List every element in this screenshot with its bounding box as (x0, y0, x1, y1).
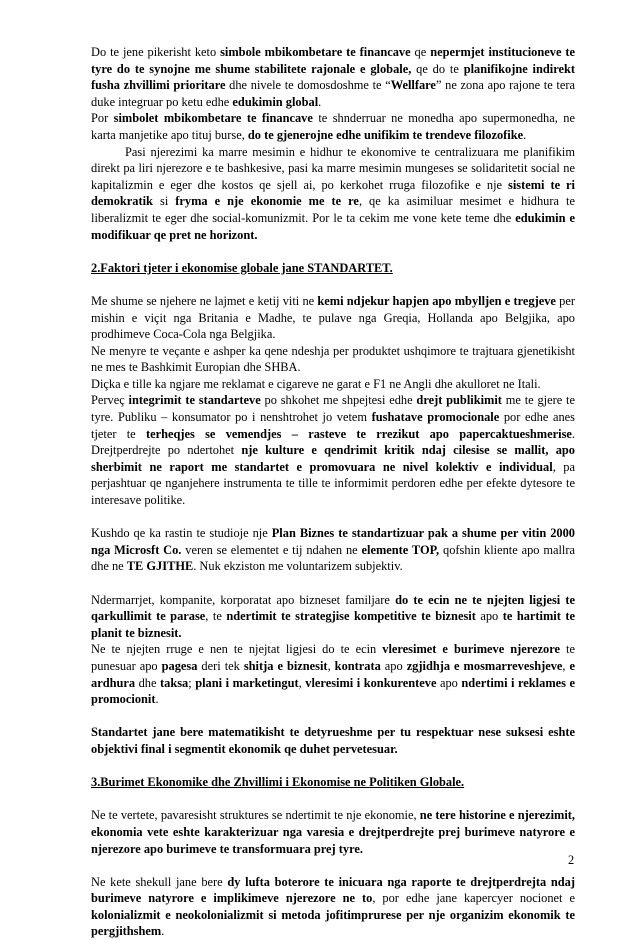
paragraph (91, 392, 575, 508)
text-run: , qe ka asimiluar mesimet e hidhura te liberalizmit te eger dhe social-komunizmit. Por le ta cekim me vone kete teme dhe (91, 194, 575, 225)
text-run: Pasi njerezimi ka marre mesimin e hidhur te ekonomive te centralizuara me planifikim direkt pa liri njerezore e te bashkesive, pasi ka marre mesimin mungeses se solidaritetit social ne kapitalizmin e eger dhe kostos qe sjell ai, po kerkohet rruga filozofike e nje (91, 144, 575, 192)
bold-text: edukimin e modifikuar qe pret ne horizont. (91, 210, 576, 242)
bold-text: do te ecin ne te njejten ligjesi te qarkullimit te parase (91, 592, 575, 624)
bold-text: Wellfare (390, 78, 436, 93)
text-run: Ne te vertete, pavaresisht struktures se ndertimit te nje ekonomie, (91, 808, 420, 823)
bold-text: Standartet jane bere matematikisht te detyrueshme per tu respektuar nese suksesi eshte objektivi final i segmentit ekonomik qe duhet pervetesuar. (91, 725, 575, 756)
text-run: Kushdo qe ka rastin te studioje nje (91, 526, 272, 541)
bold-text: edukimin global (232, 94, 319, 109)
bold-text: nje kulture e qendrimit kritik ndaj cilesise se mallit, apo sherbimit ne raport me standartet e promovuara ne nivel kolektiv e individual (91, 443, 575, 474)
bold-text: do te gjenerojne edhe unifikim te trendeve filozofike (247, 127, 524, 142)
text-run: qofshin kliente apo mallra dhe ne (91, 542, 575, 574)
text-run: . Drejtperdrejte po ndertohet (91, 426, 575, 458)
paragraph (91, 293, 575, 343)
section-heading (91, 774, 575, 791)
bold-text: integrimit te standarteve (128, 393, 261, 408)
bold-text: ndertimit te strategjise kompetitive te biznesit (226, 609, 476, 624)
paragraph (91, 592, 575, 642)
text-run: . (161, 924, 165, 939)
text-run: veren se elementet e tij ndahen ne (181, 542, 362, 557)
text-run: , por edhe jane kapercyer nocionet e (372, 891, 576, 906)
bold-text: ne tere historine e njerezimit, ekonomia vete eshte karakterizuar nga varesia e drejtperdrejte prej burimeve natyrore e njerezore apo burimeve te transformuara prej tyre. (91, 808, 576, 856)
text-run: apo (475, 609, 503, 624)
text-run: Perveç (91, 393, 129, 408)
paragraph (91, 44, 575, 110)
bold-text: te hartimit te planit te biznesit. (91, 609, 575, 640)
bold-text: vleresimet e burimeve njerezore (382, 642, 561, 657)
text-run: deri tek (197, 658, 244, 673)
text-run: dhe (135, 675, 161, 690)
text-run: . (318, 94, 322, 109)
text-run: , (562, 658, 570, 673)
paragraph (91, 874, 575, 940)
text-run: Ne te njejten rruge e nen te njejtat ligjesi do te ecin (91, 642, 383, 657)
bold-text: zgjidhja e mosmarreveshjeve (406, 658, 563, 673)
bold-text: 3.Burimet Ekonomike dhe Zhvillimi i Ekonomise ne Politiken Globale. (91, 775, 465, 790)
text-run: ; (188, 675, 196, 690)
paragraph (91, 807, 575, 857)
paragraph (91, 144, 575, 244)
text-run: qe (410, 45, 431, 59)
text-run: , (327, 658, 335, 673)
bold-text: Plan Biznes te standartizuar pak a shume per vitin 2000 nga Microsft Co. (91, 526, 576, 557)
text-run: Ne kete shekull jane bere (91, 874, 228, 889)
text-run: me te gjere te tyre. Publiku – konsumator po i nenshtrohet jo vetem (91, 393, 575, 425)
bold-text: kemi ndjekur hapjen apo mbylljen e tregjeve (317, 293, 556, 308)
text-run: Me shume se njehere ne lajmet e ketij viti ne (91, 293, 318, 308)
bold-text: ndertimi i reklames e promocionit (91, 675, 575, 707)
bold-text: dy lufta boterore te inicuara nga raporte te drejtperdrejta ndaj burimeve natyrore e implikimeve njerezore ne to (91, 874, 575, 906)
document-body (91, 44, 575, 940)
text-run: dhe nivele te domosdoshme te “ (225, 78, 391, 93)
text-run: ” ne zona apo rajone te tera duke integruar po ketu edhe (91, 78, 575, 109)
bold-text: vleresimi i konkurenteve (305, 675, 437, 690)
bold-text: fryma e nje ekonomie me te re (175, 194, 359, 209)
bold-text: terheqjes se vemendjes – rasteve te rrezikut apo papercaktueshmerise (145, 426, 572, 441)
bold-text: kolonializmit e neokolonializmit si metoda jofitimprurese per nje organizim ekonomik te pergjithshem (91, 907, 575, 939)
text-run: si (152, 194, 176, 209)
text-run: . Nuk ekziston me voluntarizem subjektiv. (193, 559, 403, 574)
page-number: 2 (568, 853, 575, 867)
text-run: , te (205, 609, 227, 624)
bold-text: planifikojne indirekt fusha zhvillimi prioritare (91, 61, 576, 93)
bold-text: shitja e biznesit (243, 658, 328, 673)
bold-text: simbole mbikombetare te financave (220, 45, 411, 59)
bold-text: simbolet mbikombetare te financave (113, 111, 313, 126)
bold-text: taksa (160, 675, 189, 690)
text-run: te shnderruar ne monedha apo supermonedha, ne karta manjetike apo tituj burse, (91, 111, 575, 142)
paragraph (91, 525, 575, 575)
text-run: apo (380, 658, 407, 673)
paragraph (91, 641, 575, 707)
bold-text: kontrata (334, 658, 381, 673)
text-run: Ndermarrjet, kompanite, korporatat apo bizneset familjare (91, 592, 396, 607)
text-run: , (298, 675, 306, 690)
text-run: . (523, 127, 527, 142)
text-run: Diçka e tille ka ngjare me reklamat e cigareve ne garat e F1 ne Angli dhe akulloret ne Itali. (91, 376, 541, 391)
text-run: por edhe anes tjeter te (91, 410, 575, 441)
bold-text: drejt publikimit (416, 393, 502, 408)
paragraph (91, 376, 575, 393)
paragraph (91, 343, 575, 376)
text-run: Por (91, 111, 114, 126)
bold-text: nepermjet institucioneve te tyre do te synojne me shume stabilitete rajonale e globale, (91, 45, 575, 76)
bold-text: e ardhura (91, 658, 576, 690)
paragraph (91, 724, 575, 757)
text-run: te punesuar apo (91, 642, 575, 673)
bold-text: elemente TOP, (361, 542, 440, 557)
bold-text: sistemi te ri demokratik (91, 177, 575, 209)
text-run: apo (436, 675, 462, 690)
text-run: , pa perjashtuar qe nganjehere instrumenta te tille te informimit perdoren edhe per efekte dytesore te interesave politike. (91, 459, 575, 508)
text-run: Ne menyre te veçante e ashper ka qene ndeshja per produktet ushqimore te trajtuara gjenetikisht ne mes te Bashkimit Europian dhe SHBA. (91, 343, 575, 375)
bold-text: plani i marketingut (195, 675, 299, 690)
section-heading (91, 260, 575, 277)
bold-text: pagesa (161, 658, 198, 673)
bold-text: TE GJITHE (126, 559, 194, 574)
bold-text: fushatave promocionale (371, 410, 500, 425)
paragraph (91, 110, 575, 143)
text-run: per mishin e viçit nga Britania e Madhe, te pulave nga Greqia, Hollanda apo Belgjika, apo prodhimeve Coca-Cola nga Belgjika. (91, 293, 575, 342)
text-run: qe do te (411, 61, 464, 76)
text-run: Do te jene pikerisht keto (91, 45, 221, 59)
text-run: po shkohet me shpejtesi edhe (260, 393, 417, 408)
text-run: . (155, 692, 159, 707)
bold-text: 2.Faktori tjeter i ekonomise globale jane STANDARTET. (91, 260, 393, 275)
